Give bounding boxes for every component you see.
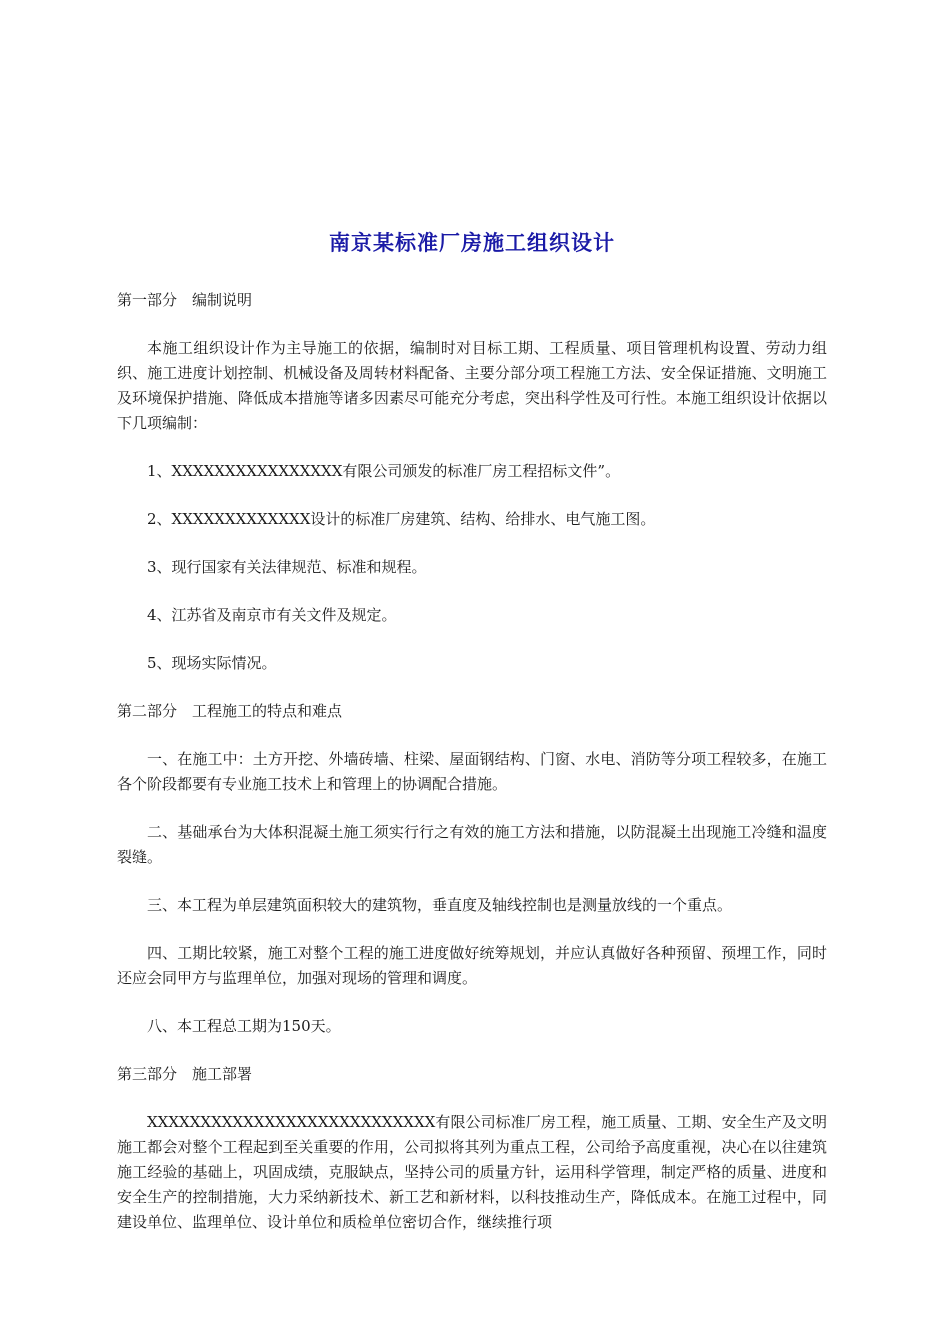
part1-basis-item-5: 5、现场实际情况。 <box>147 654 277 672</box>
part1-basis-item-2: 2、XXXXXXXXXXXXX设计的标准厂房建筑、结构、给排水、电气施工图。 <box>147 510 656 528</box>
part2-feature-item-1: 一、在施工中：土方开挖、外墙砖墙、柱梁、屋面钢结构、门窗、水电、消防等分项工程较多，在施工各个阶段都要有专业施工技术上和管理上的协调配合措施。 <box>117 750 827 793</box>
part1-intro-paragraph: 本施工组织设计作为主导施工的依据，编制时对目标工期、工程质量、项目管理机构设置、劳动力组织、施工进度计划控制、机械设备及周转材料配备、主要分部分项工程施工方法、安全保证措施、文明施工及环境保护措施、降低成本措施等诸多因素尽可能充分考虑，突出科学性及可行性。本施工组织设计依据以下几项编制： <box>117 339 827 432</box>
part2-feature-item-3: 三、本工程为单层建筑面积较大的建筑物，垂直度及轴线控制也是测量放线的一个重点。 <box>147 896 733 914</box>
document-body <box>117 288 827 1258</box>
document-title: 南京某标准厂房施工组织设计 <box>329 231 615 255</box>
part2-feature-item-2: 二、基础承台为大体积混凝土施工须实行行之有效的施工方法和措施，以防混凝土出现施工冷缝和温度裂缝。 <box>117 823 827 866</box>
part2-feature-item-4: 四、工期比较紧，施工对整个工程的施工进度做好统筹规划，并应认真做好各种预留、预埋工作，同时还应会同甲方与监理单位，加强对现场的管理和调度。 <box>117 944 827 987</box>
part1-heading: 第一部分 编制说明 <box>117 291 253 309</box>
part1-basis-item-1: 1、XXXXXXXXXXXXXXXX有限公司颁发的标准厂房工程招标文件”。 <box>147 462 621 480</box>
part2-heading: 第二部分 工程施工的特点和难点 <box>117 702 343 720</box>
part3-intro-paragraph: XXXXXXXXXXXXXXXXXXXXXXXXXXX有限公司标准厂房工程，施工质量、工期、安全生产及文明施工都会对整个工程起到至关重要的作用，公司拟将其列为重点工程，公司给予高度重视，决心在以往建筑施工经验的基础上，巩固成绩，克服缺点，坚持公司的质量方针，运用科学管理，制定严格的质量、进度和安全生产的控制措施，大力采纳新技术、新工艺和新材料，以科技推动生产，降低成本。在施工过程中，同建设单位、监理单位、设计单位和质检单位密切合作，继续推行项 <box>117 1113 827 1231</box>
part3-heading: 第三部分 施工部署 <box>117 1065 253 1083</box>
part1-basis-item-3: 3、现行国家有关法律规范、标准和规程。 <box>147 558 427 576</box>
part2-feature-item-5: 八、本工程总工期为150天。 <box>147 1017 341 1035</box>
part1-basis-item-4: 4、江苏省及南京市有关文件及规定。 <box>147 606 397 624</box>
